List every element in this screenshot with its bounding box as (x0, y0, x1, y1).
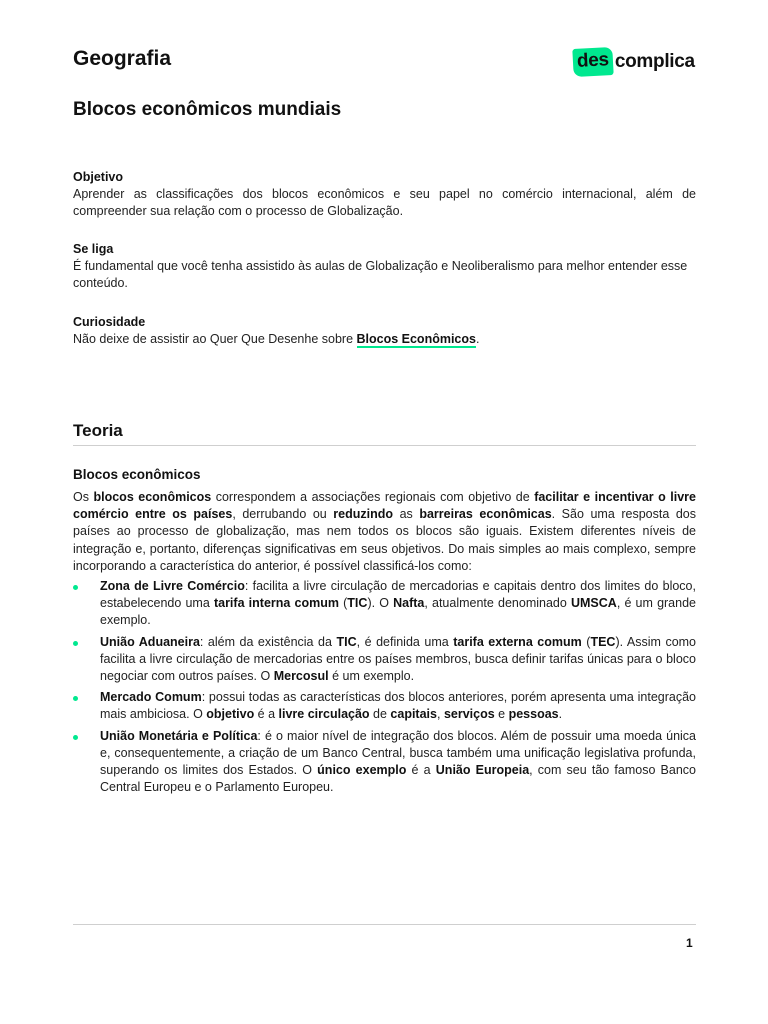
curiosidade-section (73, 314, 696, 348)
bullet-dot-icon (73, 696, 78, 701)
text-run: : possui todas as características dos blocos anteriores, porém apresenta uma integração mais ambiciosa. O (100, 690, 696, 722)
bullet-dot-icon (73, 641, 78, 646)
curiosidade-text (73, 331, 696, 348)
bold-term: facilitar e incentivar o livre comércio entre os países (73, 490, 696, 522)
blocos-paragraph (73, 489, 696, 575)
text-run: , (436, 707, 444, 722)
objetivo-section (73, 169, 696, 220)
descomplica-logo (573, 45, 695, 78)
text-run: ). O (367, 596, 394, 611)
bold-term: TIC (336, 634, 357, 649)
text-run: , derrubando ou (232, 507, 334, 522)
text-run: ). Assim como facilita a livre circulação de mercadorias entre os países membros, busca definir tarifas únicas para o bloco negociar com outros países. O (100, 634, 697, 684)
text-run: , é um grande exemplo. (100, 596, 696, 628)
text-run: é a (406, 763, 436, 778)
bold-term: União Aduaneira (100, 634, 200, 649)
blocos-subtitle: Blocos econômicos (73, 467, 201, 482)
bold-term: Mercado Comum (100, 690, 202, 705)
bold-term: TIC (347, 596, 368, 611)
objetivo-text: Aprender as classificações dos blocos econômicos e seu papel no comércio internacional, além de compreender sua relação com o processo de Globalização. (73, 187, 696, 218)
bold-term: tarifa interna comum (213, 596, 339, 611)
text-run: . São uma resposta dos países ao processo de globalização, mas nem todos os blocos são iguais. Existem diferentes níveis de integração e, portanto, diferenças significativas em seus objetivos. Do mais simples ao mais complexo, sempre incorporando a característica do anterior, é possível classificá-los como: (73, 507, 696, 573)
text-run: Os (73, 490, 94, 504)
teoria-divider (73, 445, 696, 446)
logo-badge: des (572, 46, 613, 76)
curiosidade-heading: Curiosidade (73, 315, 146, 329)
bold-term: UMSCA (570, 596, 617, 611)
bullet-dot-icon (73, 735, 78, 740)
subject-title: Geografia (73, 47, 172, 70)
list-item (73, 728, 696, 797)
blocos-economicos-link[interactable]: Blocos Econômicos (356, 332, 476, 346)
list-item (73, 689, 696, 723)
text-run: ( (338, 596, 348, 611)
logo-wordmark: complica (614, 50, 695, 72)
bold-term: capitais (390, 707, 437, 722)
text-run: as (393, 507, 420, 522)
bold-term: reduzindo (333, 507, 394, 522)
text-run: : facilita a livre circulação de mercadorias e capitais dentro dos limites do bloco, estabelecendo uma (100, 579, 696, 611)
bold-term: único exemplo (317, 763, 407, 778)
objetivo-heading: Objetivo (73, 170, 124, 184)
bold-term: barreiras econômicas (419, 507, 552, 522)
bold-term: União Europeia (435, 763, 530, 778)
text-run: é a (254, 707, 279, 722)
bold-term: livre circulação (278, 707, 370, 722)
bold-term: objetivo (206, 707, 255, 722)
bold-term: blocos econômicos (93, 490, 212, 504)
text-run: . (558, 707, 563, 722)
footer-divider (73, 924, 696, 925)
page-title: Blocos econômicos mundiais (73, 99, 342, 120)
page-number: 1 (686, 936, 693, 950)
bold-term: pessoas (508, 707, 559, 722)
text-run: , atualmente denominado (424, 596, 571, 611)
bold-term: TEC (590, 634, 616, 649)
se-liga-section (73, 241, 696, 292)
bold-term: Nafta (393, 596, 425, 611)
se-liga-text: É fundamental que você tenha assistido às aulas de Globalização e Neoliberalismo para melhor entender esse conteúdo. (73, 259, 688, 290)
text-run: e (494, 707, 509, 722)
text-run: é um exemplo. (328, 669, 415, 684)
bold-term: serviços (443, 707, 495, 722)
text-run: : é o maior nível de integração dos blocos. Além de possuir uma moeda única e, consequentemente, a criação de um Banco Central, busca também uma unificação legislativa profunda, superando os limites dos Estados. O (100, 728, 697, 778)
list-item (73, 634, 696, 686)
text-run: ( (581, 634, 591, 649)
teoria-title: Teoria (73, 421, 123, 440)
se-liga-heading: Se liga (73, 242, 114, 256)
text-run: , é definida uma (356, 634, 454, 649)
text-run: : além da existência da (199, 634, 337, 649)
curiosidade-text-before: Não deixe de assistir ao Quer Que Desenhe sobre (73, 332, 357, 346)
bold-term: Zona de Livre Comércio (100, 579, 245, 593)
text-run: correspondem a associações regionais com objetivo de (211, 490, 535, 504)
text-run: , com seu tão famoso Banco Central Europeu e o Parlamento Europeu. (100, 763, 697, 795)
text-run: de (369, 707, 391, 722)
bold-term: Mercosul (273, 669, 329, 684)
curiosidade-text-after: . (475, 332, 480, 346)
list-item (73, 578, 696, 630)
bold-term: tarifa externa comum (453, 634, 582, 649)
bold-term: União Monetária e Política (100, 728, 258, 743)
bullet-dot-icon (73, 585, 78, 590)
classification-list (73, 578, 696, 800)
